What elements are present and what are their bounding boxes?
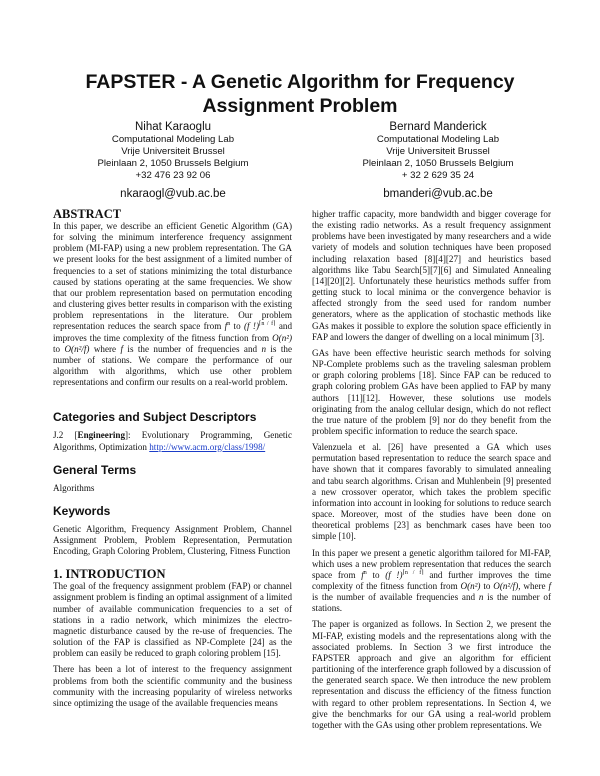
intro-paragraph: The goal of the frequency assignment problem (FAP) or channel assignment problem is finding an optimal assignment of a limited number of available communication frequencies to a set of stations in a radio network, which minimizes the electro-magnetic disturbance caused by the re-use of frequencies. The solution of the FAP is classified as NP-Complete [24] as the problem can easily be reduced to graph coloring problem [15]. <box>53 581 292 659</box>
author-address: Pleinlaan 2, 1050 Brussels Belgium <box>97 158 249 169</box>
intro-paragraph: There has been a lot of interest to the frequency assignment problems from both the scientific community and the business community with the increasing popularity of wireless networks since optimizing the usage of the available frequencies means <box>53 664 292 708</box>
author-phone: +32 476 23 92 06 <box>135 170 211 181</box>
author-name: Nihat Karaoglu <box>134 121 212 133</box>
categories-heading: Categories and Subject Descriptors <box>53 410 257 425</box>
keywords-heading: Keywords <box>53 503 111 518</box>
intro-paragraph: GAs have been effective heuristic search methods for solving NP-Complete problems such as the traveling salesman problem or graph coloring problems [18]. Since FAP can be reduced to graph coloring problem GAs have been applied to FAP by many authors [11][12]. However, these solutions use models originating from the analog cellular design, which do not reflect the true nature of the problem [9] nor do they benefit from the problem specific information to reduce the search space. <box>312 347 551 436</box>
left-column <box>53 207 292 714</box>
author-block-1 <box>53 120 293 201</box>
title-line-1: FAPSTER - A Genetic Algorithm for Frequency <box>85 71 515 93</box>
abstract-heading: ABSTRACT <box>53 207 122 221</box>
author-university: Vrije Universiteit Brussel <box>121 146 225 157</box>
title-line-2: Assignment Problem <box>202 95 398 117</box>
intro-paragraph: higher traffic capacity, more bandwidth and bigger coverage for the existing radio networks. As a result frequency assignment problems have been investigated by many researchers and a wide variety of models and solution techniques have been proposed including relaxation based [8][4][27] and heuristics based algorithms like Tabu Search[5][7][6] and Simulated Annealing [14][20][2]. Unfortunately these heuristics methods suffer from getting stuck to local minima or the convergence behavior is affected strongly from the seed used for random number generators, where as the application of stochastic methods like GAs makes it possible to explore the solution space efficiently in FAP and lowers the danger of dwelling on a local minimum [3]. <box>312 209 551 342</box>
abstract-text: In this paper, we describe an efficient Genetic Algorithm (GA) for solving the minimum interference frequency assignment problem (MI-FAP) using a new problem representation. The GA we present looks for the best assignment of a limited number of frequencies to a set of stations minimizing the total disturbance caused by stations operating at the same frequencies. We show that our problem representation based on permutation encoding and clustering gives better results in comparison with the existing problem representations in the literature. Our problem representation reduces the search space from $f^n$ to (f !)$^{⌈n / f⌉}$ and improves the time complexity of the fitness function from O(n²) to O(n²/f) where f is the number of frequencies and n is the number of stations. We compare the performance of our algorithm with algorithms, which use other problem representations and confirm our results on a real-world problem. <box>53 221 293 388</box>
right-column <box>312 209 551 736</box>
author-email[interactable]: bmanderi@vub.ac.be <box>383 188 493 200</box>
author-block-2 <box>318 120 558 201</box>
author-university: Vrije Universiteit Brussel <box>386 146 490 157</box>
intro-paragraph: Valenzuela et al. [26] have presented a GA which uses permutation based representation to reduce the search space and have shown that it compares favorably to simulated annealing and tabu search algorithms. Crisan and Muhlenbein [9] presented a new crossover operator, which takes the problem specific information into account in looking for solutions to reduce search space. Moreover, most of the studies have been done on theoretical problems [23] as benchmark cases have been too simple [10]. <box>312 442 551 542</box>
author-lab: Computational Modeling Lab <box>111 134 235 145</box>
author-phone: + 32 2 629 35 24 <box>401 170 475 181</box>
paper-title <box>0 70 600 118</box>
general-terms-text: Algorithms <box>53 482 95 493</box>
general-terms-heading: General Terms <box>53 462 137 477</box>
intro-paragraph: The paper is organized as follows. In Section 2, we present the MI-FAP, existing models and the representations along with the associated problems. In Section 3 we first introduce the FAPSTER approach and give an algorithm for efficient partitioning of the interference graph followed by a discussion of the generated search space. We then introduce the new problem representation and discuss the efficiency of the fitness function with regard to other problem representations. In Section 4, we give the benchmarks for our GA using a real-world problem together with the GAs using other problem representations. We <box>312 619 551 730</box>
author-name: Bernard Manderick <box>389 121 487 133</box>
author-email[interactable]: nkaraogl@vub.ac.be <box>120 188 226 200</box>
author-address: Pleinlaan 2, 1050 Brussels Belgium <box>362 158 514 169</box>
acm-class-link[interactable]: http://www.acm.org/class/1998/ <box>149 441 266 452</box>
author-lab: Computational Modeling Lab <box>376 134 500 145</box>
keywords-text: Genetic Algorithm, Frequency Assignment Problem, Channel Assignment Problem, Problem Representation, Permutation Encoding, Graph Coloring Problem, Clustering, Fitness Function <box>53 523 292 557</box>
introduction-heading: 1. INTRODUCTION <box>53 567 166 582</box>
intro-paragraph: In this paper we present a genetic algorithm tailored for MI-FAP, which uses a new problem representation that reduces the search space from $f^n$ to (f !)$^{⌈n / f⌉}$ and further improves the time complexity of the fitness function from O(n²) to O(n²/f), where f is the number of available frequencies and n is the number of stations. <box>312 547 552 614</box>
categories-text: J.2 [Engineering]: Evolutionary Programming, Genetic Algorithms, Optimization http://www.acm.org/class/1998/ <box>53 430 292 452</box>
